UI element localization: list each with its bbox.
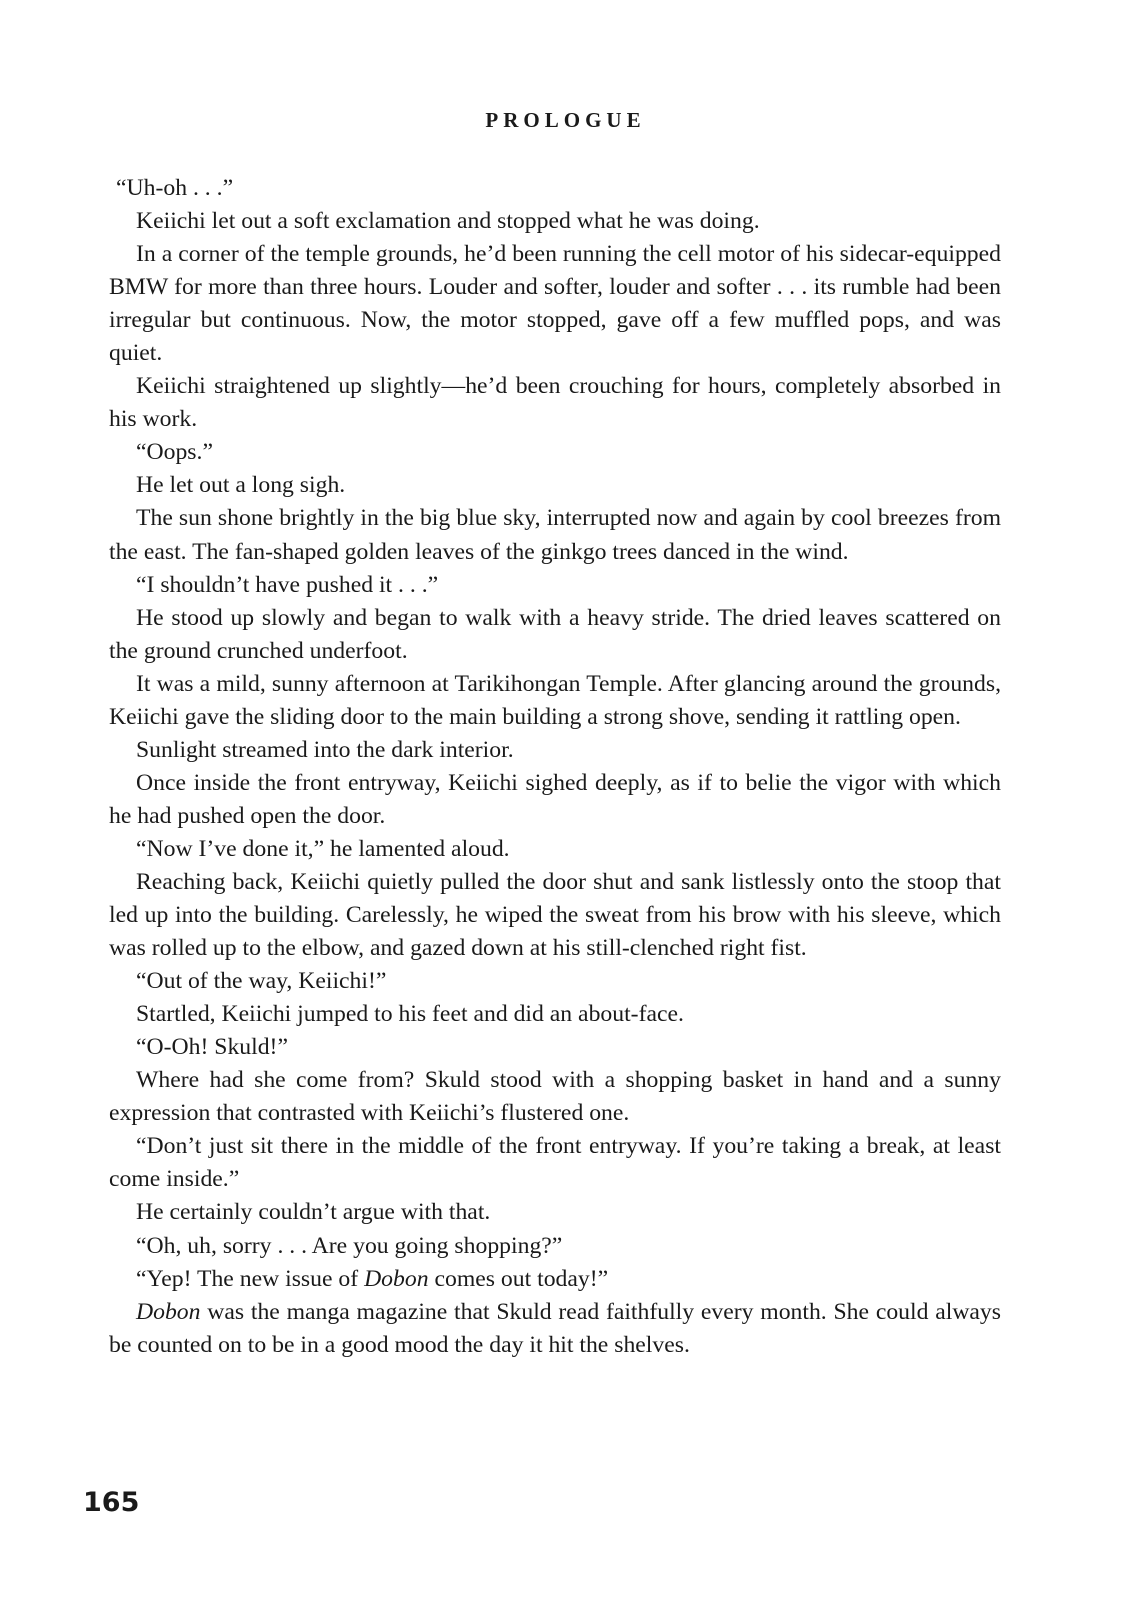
paragraph: “Now I’ve done it,” he lamented aloud. (136, 835, 510, 862)
paragraph: He certainly couldn’t argue with that. (136, 1199, 491, 1226)
paragraph (109, 1263, 1001, 1296)
paragraph: Keiichi let out a soft exclamation and stopped what he was doing. (136, 208, 760, 235)
paragraph: “Uh-oh . . .” (116, 175, 234, 201)
text-run: was the manga magazine that Skuld read faithfully every month. She could always be counted on to be in a good mood the day it hit the shelves. (109, 1298, 1001, 1358)
paragraph: Where had she come from? Skuld stood with a shopping basket in hand and a sunny expression that contrasted with Keiichi’s flustered one. (109, 1067, 1001, 1127)
paragraph: Startled, Keiichi jumped to his feet and did an about-face. (136, 1001, 684, 1028)
paragraph: “Oops.” (136, 439, 213, 466)
paragraph: The sun shone brightly in the big blue sky, interrupted now and again by cool breezes from the east. The fan-shaped golden leaves of the ginkgo trees danced in the wind. (109, 505, 1001, 565)
paragraph: “I shouldn’t have pushed it . . .” (136, 571, 439, 598)
magazine-title: Dobon (364, 1265, 429, 1292)
paragraph: In a corner of the temple grounds, he’d been running the cell motor of his sidecar-equipped BMW for more than three hours. Louder and softer, louder and softer . . . its rumble had been irregular but continuous. Now, the motor stopped, gave off a few muffled pops, and was quiet. (109, 241, 1001, 367)
paragraph: Reaching back, Keiichi quietly pulled the door shut and sank listlessly onto the stoop that led up into the building. Carelessly, he wiped the sweat from his brow with his sleeve, which was rolled up to the elbow, and gazed down at his still-clenched right fist. (109, 868, 1001, 962)
paragraph (109, 1296, 1001, 1362)
paragraph: “Don’t just sit there in the middle of the front entryway. If you’re taking a break, at least come inside.” (109, 1133, 1001, 1193)
paragraph: He let out a long sigh. (136, 472, 346, 499)
paragraph: Keiichi straightened up slightly—he’d been crouching for hours, completely absorbed in his work. (109, 373, 1001, 433)
running-head: PROLOGUE (485, 108, 646, 132)
paragraph: “Out of the way, Keiichi!” (136, 968, 387, 995)
paragraph: “O-Oh! Skuld!” (136, 1034, 288, 1061)
paragraph: It was a mild, sunny afternoon at Tarikihongan Temple. After glancing around the grounds, Keiichi gave the sliding door to the main building a strong shove, sending it rattling open. (109, 670, 1001, 730)
text-run: “Yep! The new issue of (136, 1265, 365, 1292)
paragraph: Once inside the front entryway, Keiichi sighed deeply, as if to belie the vigor with which he had pushed open the door. (109, 769, 1001, 829)
page-number: 165 (83, 1487, 140, 1518)
paragraph: “Oh, uh, sorry . . . Are you going shopping?” (136, 1232, 563, 1259)
magazine-title: Dobon (136, 1298, 201, 1325)
body-text (109, 172, 1001, 1362)
text-run: comes out today!” (428, 1265, 609, 1292)
paragraph: Sunlight streamed into the dark interior. (136, 736, 514, 763)
paragraph: He stood up slowly and began to walk with a heavy stride. The dried leaves scattered on the ground crunched underfoot. (109, 604, 1001, 664)
